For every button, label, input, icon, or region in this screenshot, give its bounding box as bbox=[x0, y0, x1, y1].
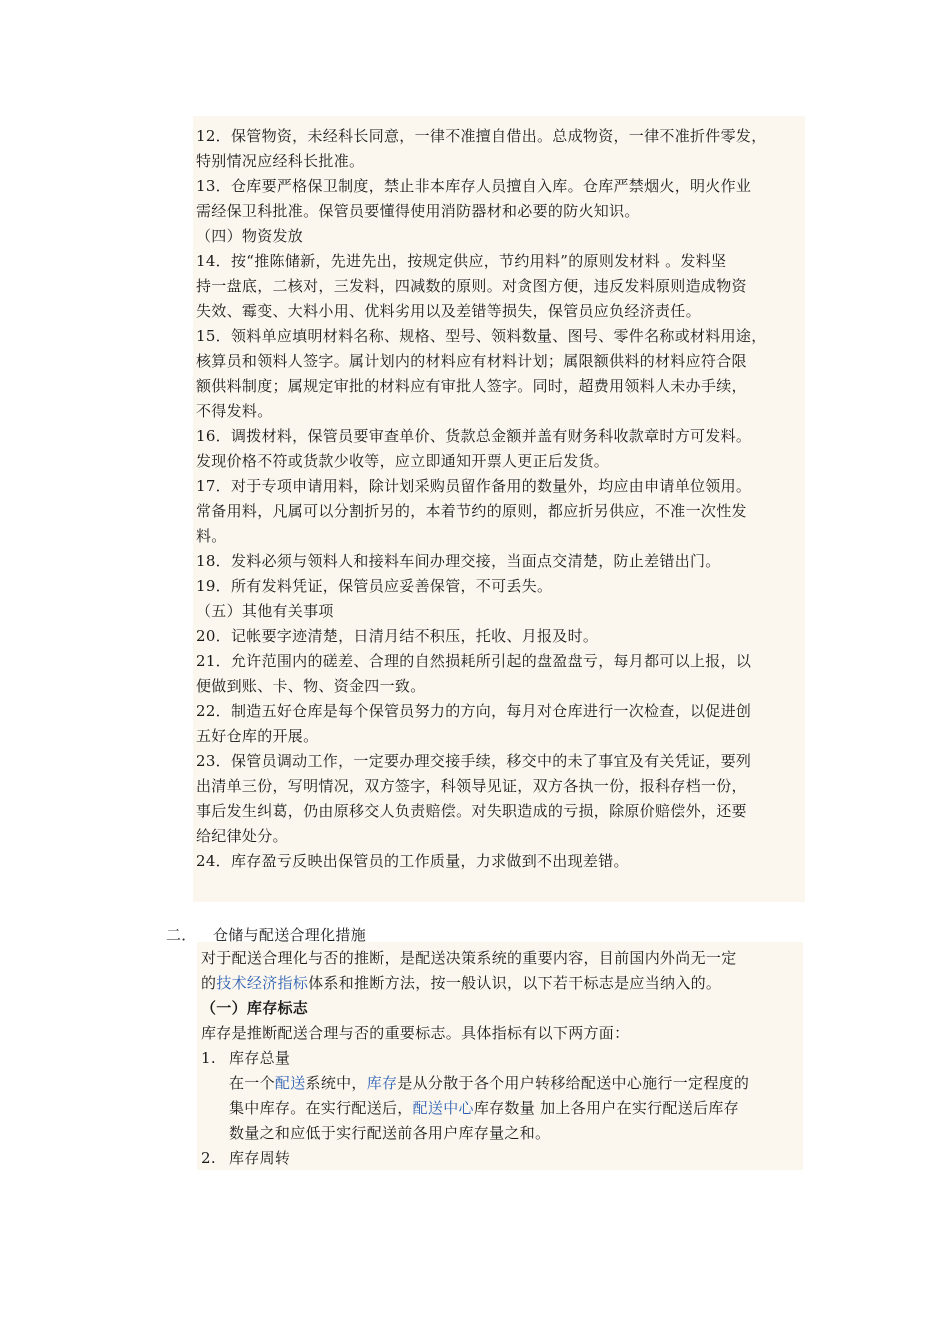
text-line: 库存是推断配送合理与否的重要标志。具体指标有以下两方面： bbox=[201, 1024, 630, 1042]
text-line: 事后发生纠葛，仍由原移交人负责赔偿。对失职造成的亏损，除原价赔偿外，还要 bbox=[196, 802, 747, 820]
text-line bbox=[229, 1096, 739, 1121]
list-item-label: 库存总量 bbox=[229, 1049, 291, 1067]
list-number: 1. bbox=[201, 1049, 216, 1067]
text-line: 常备用料，凡属可以分割折另的，本着节约的原则，都应折另供应，不准一次性发 bbox=[196, 502, 747, 520]
list-number: 2. bbox=[201, 1149, 216, 1167]
text-line: 核算员和领料人签字。属计划内的材料应有材料计划；属限额供料的材料应符合限 bbox=[196, 352, 747, 370]
subheading: （五）其他有关事项 bbox=[196, 602, 334, 620]
text-line: 19．所有发料凭证，保管员应妥善保管，不可丢失。 bbox=[196, 577, 553, 595]
distribution-center-link[interactable]: 配送中心 bbox=[412, 1099, 474, 1117]
text-line: 出清单三份，写明情况，双方签字，科领导见证，双方各执一份，报科存档一份， bbox=[196, 777, 747, 795]
text-line: 21．允许范围内的磋差、合理的自然损耗所引起的盘盈盘亏，每月都可以上报，以 bbox=[196, 652, 752, 670]
text-line: 发现价格不符或货款少收等，应立即通知开票人更正后发货。 bbox=[196, 452, 610, 470]
text-line: 17．对于专项申请用料，除计划采购员留作备用的数量外，均应由申请单位领用。 bbox=[196, 477, 752, 495]
text-line: 需经保卫科批准。保管员要懂得使用消防器材和必要的防火知识。 bbox=[196, 202, 640, 220]
text-line: 不得发料。 bbox=[196, 402, 273, 420]
section-number: 二． bbox=[166, 926, 197, 944]
text-line bbox=[229, 1071, 749, 1096]
text-line: 13．仓库要严格保卫制度，禁止非本库存人员擅自入库。仓库严禁烟火，明火作业 bbox=[196, 177, 752, 195]
text-span: 是从分散于各个用户转移给配送中心施行一定程度的 bbox=[397, 1074, 750, 1092]
text-span: 库存数量 加上各用户在实行配送后库存 bbox=[473, 1099, 739, 1117]
inventory-link[interactable]: 库存 bbox=[366, 1074, 398, 1092]
text-line: 给纪律处分。 bbox=[196, 827, 288, 845]
text-line: 便做到账、卡、物、资金四一致。 bbox=[196, 677, 426, 695]
text-line: 料。 bbox=[196, 527, 227, 545]
text-line: 20．记帐要字迹清楚，日清月结不积压，托收、月报及时。 bbox=[196, 627, 599, 645]
text-line: 23．保管员调动工作，一定要办理交接手续，移交中的未了事宜及有关凭证，要列 bbox=[196, 752, 752, 770]
intro-line: 对于配送合理化与否的推断，是配送决策系统的重要内容，目前国内外尚无一定 bbox=[201, 949, 737, 967]
text-line: 额供料制度；属规定审批的材料应有审批人签字。同时，超费用领料人未办手续， bbox=[196, 377, 747, 395]
section-title: 仓储与配送合理化措施 bbox=[213, 926, 367, 944]
text-line: 14．按“推陈储新，先进先出，按规定供应，节约用料”的原则发材料 。发料坚 bbox=[196, 252, 727, 270]
text-line: 16．调拨材料，保管员要审查单价、货款总金额并盖有财务科收款章时方可发料。 bbox=[196, 427, 752, 445]
list-item-label: 库存周转 bbox=[229, 1149, 291, 1167]
distribution-link[interactable]: 配送 bbox=[274, 1074, 306, 1092]
text-line: 特别情况应经科长批准。 bbox=[196, 152, 365, 170]
text-line: 18．发料必须与领料人和接料车间办理交接，当面点交清楚，防止差错出门。 bbox=[196, 552, 721, 570]
subsection-heading: （一）库存标志 bbox=[201, 999, 309, 1017]
subheading: （四）物资发放 bbox=[196, 227, 304, 245]
text-line: 失效、霉变、大料小用、优料劣用以及差错等损失，保管员应负经济责任。 bbox=[196, 302, 701, 320]
text-line: 持一盘底，二核对，三发料，四减数的原则。对贪图方便，违反发料原则造成物资 bbox=[196, 277, 747, 295]
intro-line bbox=[201, 971, 721, 996]
text-span: 体系和推断方法，按一般认识，以下若干标志是应当纳入的。 bbox=[308, 974, 722, 992]
tech-economic-indicator-link[interactable]: 技术经济指标 bbox=[216, 974, 309, 992]
text-span: 系统中， bbox=[305, 1074, 367, 1092]
text-line: 五好仓库的开展。 bbox=[196, 727, 319, 745]
text-line: 数量之和应低于实行配送前各用户库存量之和。 bbox=[229, 1124, 551, 1142]
text-span: 集中库存。在实行配送后， bbox=[229, 1099, 413, 1117]
text-line: 15．领料单应填明材料名称、规格、型号、领料数量、图号、零件名称或材料用途， bbox=[196, 327, 767, 345]
text-span: 在一个 bbox=[229, 1074, 275, 1092]
text-span: 的 bbox=[201, 974, 217, 992]
text-line: 22．制造五好仓库是每个保管员努力的方向，每月对仓库进行一次检查，以促进创 bbox=[196, 702, 752, 720]
text-line: 24．库存盈亏反映出保管员的工作质量，力求做到不出现差错。 bbox=[196, 852, 629, 870]
text-line: 12．保管物资，未经科长同意，一律不准擅自借出。总成物资，一律不准折件零发， bbox=[196, 127, 767, 145]
